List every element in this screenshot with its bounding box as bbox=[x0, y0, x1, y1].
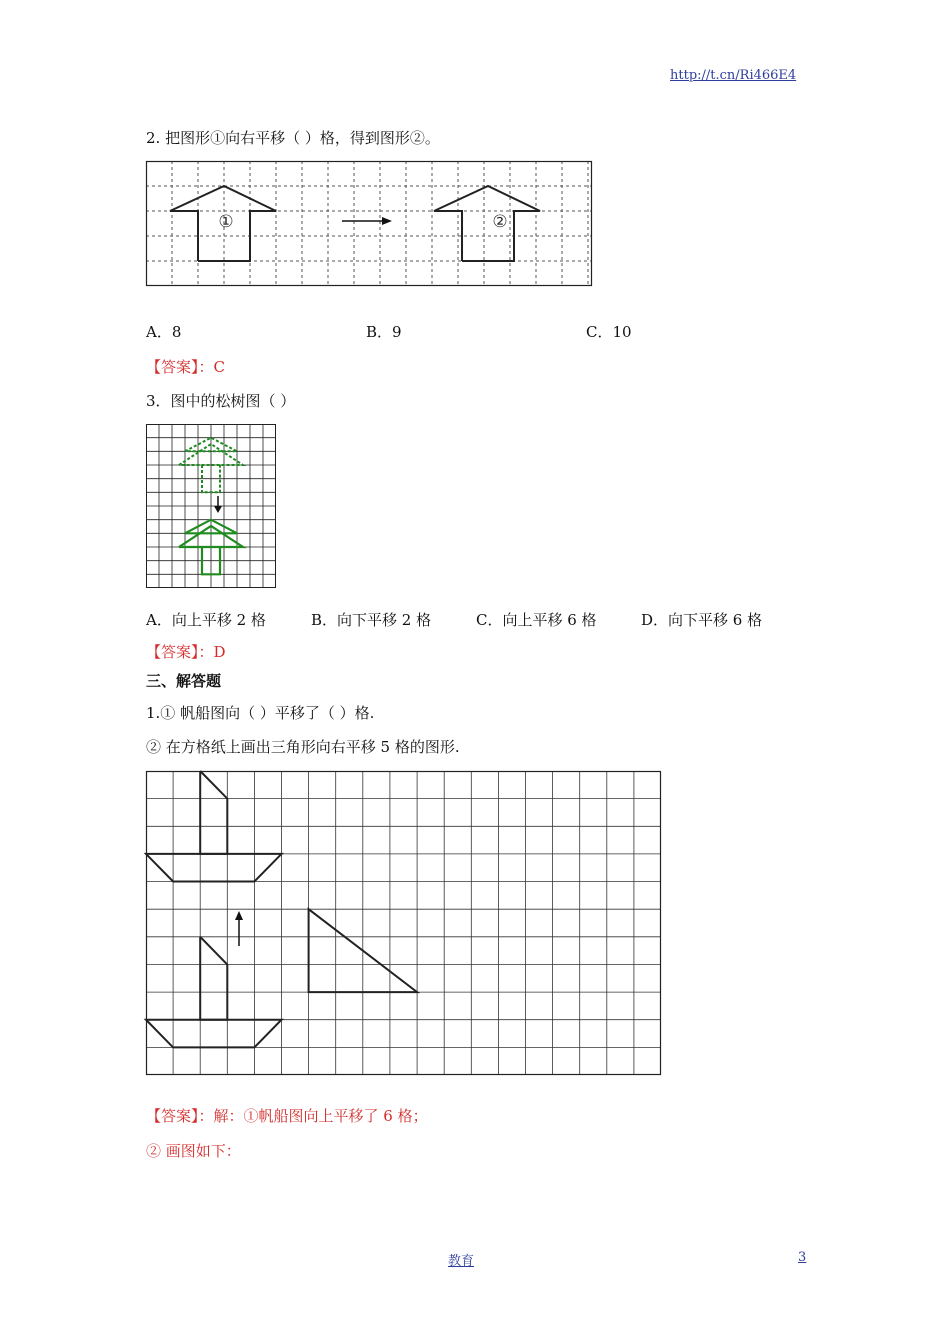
s3-q1-line2: ② 在方格纸上画出三角形向右平移 5 格的图形. bbox=[146, 738, 460, 756]
q3-option-c: C．向上平移 6 格 bbox=[476, 611, 597, 629]
s3-grid-figure bbox=[146, 771, 661, 1075]
footer-link[interactable]: 教育 bbox=[448, 1254, 475, 1269]
q2-option-b: B．9 bbox=[366, 323, 402, 341]
shape-2 bbox=[434, 186, 540, 261]
page-number[interactable]: 3 bbox=[798, 1250, 807, 1265]
q2-answer: 【答案】：C bbox=[146, 358, 225, 376]
shape-2-label: ② bbox=[492, 212, 508, 232]
q2-option-a: A．8 bbox=[146, 323, 182, 341]
s3-q1-line1: 1.① 帆船图向（ ）平移了（ ）格. bbox=[146, 704, 375, 722]
shape-1-label: ① bbox=[218, 212, 234, 232]
s3-answer-line2: ② 画图如下： bbox=[146, 1142, 241, 1160]
q2-grid-figure bbox=[146, 161, 592, 286]
q3-grid-figure bbox=[146, 424, 276, 588]
s3-answer-line1: 【答案】：解：①帆船图向上平移了 6 格； bbox=[146, 1107, 428, 1125]
q3-option-a: A．向上平移 2 格 bbox=[146, 611, 266, 629]
q3-answer: 【答案】：D bbox=[146, 643, 226, 661]
q2-option-c: C．10 bbox=[586, 323, 632, 341]
section-title: 三、解答题 bbox=[146, 672, 222, 690]
q3-option-b: B．向下平移 2 格 bbox=[311, 611, 432, 629]
header-url-link[interactable]: http://t.cn/Ri466E4 bbox=[670, 68, 797, 83]
q3-question: 3．图中的松树图（ ） bbox=[146, 392, 296, 410]
q3-option-d: D．向下平移 6 格 bbox=[641, 611, 763, 629]
q2-question: 2. 把图形①向右平移（ ）格，得到图形②。 bbox=[146, 129, 440, 147]
